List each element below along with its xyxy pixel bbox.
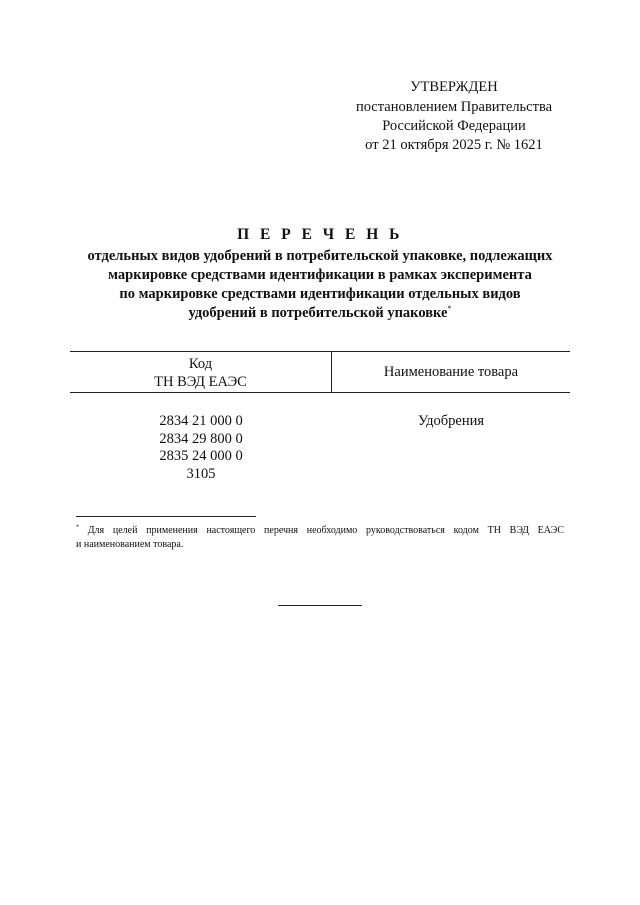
footnote [76, 524, 564, 552]
header-code-line-2: ТН ВЭД ЕАЭС [154, 374, 247, 390]
row-name-cell [332, 413, 570, 483]
approval-line-2: Российской Федерации [382, 118, 526, 134]
approval-line-3: от 21 октября 2025 г. № 1621 [365, 137, 543, 153]
row-name: Удобрения [417, 413, 485, 429]
document-title: П Е Р Е Ч Е Н Ь [237, 226, 403, 243]
footnote-line-1 [76, 524, 564, 538]
approval-heading: УТВЕРЖДЕН [410, 79, 498, 95]
end-divider [278, 605, 362, 606]
footnote-text-1: Для целей применения настоящего перечня необходимо руководствоваться кодом ТН ВЭД ЕАЭС [87, 525, 565, 536]
footnote-reference-mark: * [447, 304, 452, 314]
table-row [70, 393, 570, 483]
table-header [70, 351, 570, 393]
row-code-1: 2834 21 000 0 [159, 413, 243, 429]
subtitle-line-3: по маркировке средствами идентификации отдельных видов [119, 286, 521, 302]
row-code-4: 3105 [186, 465, 216, 482]
header-name-label: Наименование товара [383, 363, 519, 380]
header-name-cell [332, 352, 570, 392]
footnote-line-2: и наименованием товара. [76, 539, 184, 550]
footnote-divider [76, 516, 256, 517]
row-codes-cell [70, 413, 332, 483]
subtitle-line-4-text: удобрений в потребительской упаковке [188, 305, 448, 321]
subtitle-line-4 [60, 304, 580, 323]
subtitle-line-2: маркировке средствами идентификации в рамках эксперимента [108, 267, 532, 283]
goods-table [70, 351, 570, 483]
footnote-mark: * [76, 524, 79, 531]
approval-block [320, 78, 588, 155]
document-subtitle [60, 247, 580, 323]
row-code-2: 2834 29 800 0 [159, 430, 243, 447]
header-code-line-1: Код [188, 356, 213, 372]
header-code-cell [70, 352, 332, 392]
row-code-3: 2835 24 000 0 [159, 448, 243, 464]
subtitle-line-1: отдельных видов удобрений в потребительской упаковке, подлежащих [87, 248, 553, 264]
approval-line-1: постановлением Правительства [355, 99, 553, 115]
